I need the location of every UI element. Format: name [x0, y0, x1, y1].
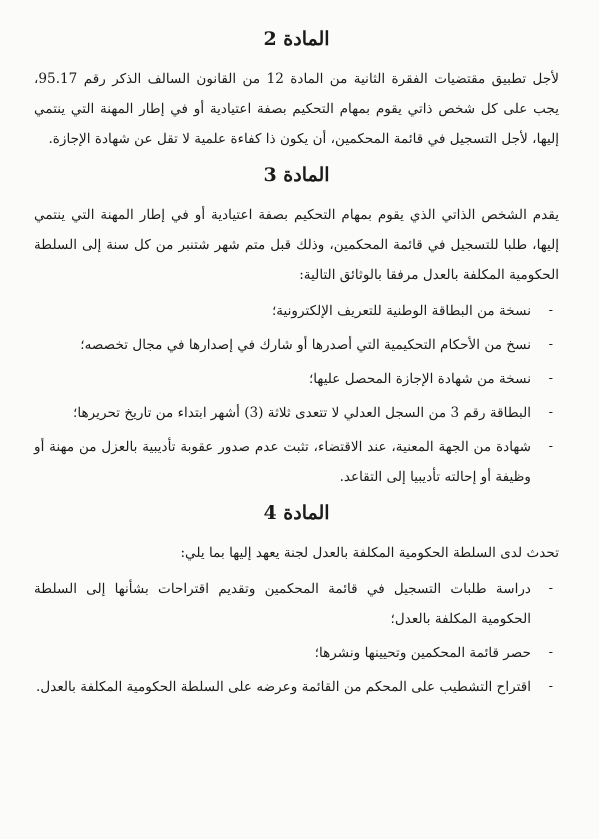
list-item-text: دراسة طلبات التسجيل في قائمة المحكمين وتقديم اقتراحات بشأنها إلى السلطة الحكومية المكلفة بالعدل؛	[34, 581, 531, 627]
list-item-text: نسخة من البطاقة الوطنية للتعريف الإلكترونية؛	[271, 303, 531, 319]
article-4-list	[34, 574, 559, 702]
list-item	[34, 672, 559, 702]
list-item	[34, 296, 559, 326]
bullet-icon: -	[548, 679, 553, 694]
article-3-heading: المادة 3	[263, 164, 330, 186]
list-item-text: البطاقة رقم 3 من السجل العدلي لا تتعدى ثلاثة (3) أشهر ابتداء من تاريخ تحريرها؛	[73, 405, 531, 421]
bullet-icon: -	[548, 303, 553, 318]
article-4-intro: تحدث لدى السلطة الحكومية المكلفة بالعدل لجنة يعهد إليها بما يلي:	[180, 545, 559, 561]
list-item-text: شهادة من الجهة المعنية، عند الاقتضاء، تثبت عدم صدور عقوبة تأديبية بالعزل من مهنة أو وظيفة أو إحالته تأديبيا إلى التقاعد.	[34, 439, 531, 485]
list-item-text: نسخ من الأحكام التحكيمية التي أصدرها أو شارك في إصدارها في مجال تخصصه؛	[80, 337, 531, 353]
list-item-text: اقتراح التشطيب على المحكم من القائمة وعرضه على السلطة الحكومية المكلفة بالعدل.	[36, 679, 531, 695]
bullet-icon: -	[548, 439, 553, 454]
list-item-text: نسخة من شهادة الإجازة المحصل عليها؛	[308, 371, 531, 387]
article-2-heading: المادة 2	[263, 28, 330, 50]
bullet-icon: -	[548, 581, 553, 596]
list-item	[34, 638, 559, 668]
list-item	[34, 330, 559, 360]
bullet-icon: -	[548, 405, 553, 420]
list-item	[34, 364, 559, 394]
article-4-heading: المادة 4	[263, 502, 330, 524]
list-item-text: حصر قائمة المحكمين وتحيينها ونشرها؛	[314, 645, 531, 661]
article-2-text: لأجل تطبيق مقتضيات الفقرة الثانية من المادة 12 من القانون السالف الذكر رقم 95.17، يجب على كل شخص ذاتي يقوم بمهام التحكيم بصفة اعتيادية أو في إطار المهنة التي ينتمي إليها، لأجل التسجيل في قائمة المحكمين، أن يكون ذا كفاءة علمية لا تقل عن شهادة الإجازة.	[34, 71, 559, 147]
list-item	[34, 398, 559, 428]
list-item	[34, 432, 559, 492]
bullet-icon: -	[548, 645, 553, 660]
bullet-icon: -	[548, 337, 553, 352]
list-item	[34, 574, 559, 634]
bullet-icon: -	[548, 371, 553, 386]
article-3-intro: يقدم الشخص الذاتي الذي يقوم بمهام التحكيم بصفة اعتيادية أو في إطار المهنة التي ينتمي إليها، طلبا للتسجيل في قائمة المحكمين، وذلك قبل متم شهر شتنبر من كل سنة إلى السلطة الحكومية المكلفة بالعدل مرفقا بالوثائق التالية:	[34, 207, 559, 283]
article-3-list	[34, 296, 559, 492]
